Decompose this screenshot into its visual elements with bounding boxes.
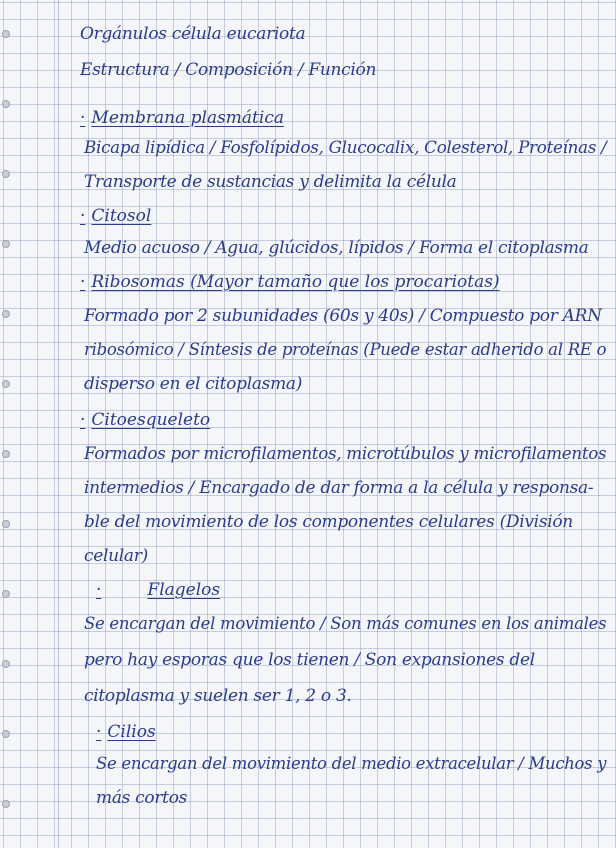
binding-hole	[2, 520, 10, 528]
section-heading-ribosomas	[80, 272, 500, 292]
bullet-dot: ·	[80, 108, 86, 128]
heading-text: Citosol	[91, 206, 152, 226]
bullet-dot: ·	[80, 206, 86, 226]
binding-hole	[2, 310, 10, 318]
section-heading-citoesqueleto	[80, 410, 210, 430]
bullet-dot: ·	[80, 272, 86, 292]
text-line: pero hay esporas que los tienen / Son expansiones del	[84, 650, 535, 670]
binding-hole	[2, 730, 10, 738]
text-line: intermedios / Encargado de dar forma a la célula y responsa-	[84, 478, 594, 498]
binding-hole	[2, 240, 10, 248]
bullet-dot: ·	[96, 580, 102, 600]
text-line: Formado por 2 subunidades (60s y 40s) / Compuesto por ARN	[84, 306, 602, 326]
binding-hole	[2, 380, 10, 388]
heading-text: Ribosomas (Mayor tamaño que los procariotas)	[91, 272, 500, 292]
section-heading-flagelos	[96, 580, 220, 600]
text-line: Transporte de sustancias y delimita la célula	[84, 172, 457, 192]
heading-text: Membrana plasmática	[91, 108, 284, 128]
page-title: Orgánulos célula eucariota	[80, 24, 306, 44]
binding-hole	[2, 450, 10, 458]
heading-text: Flagelos	[147, 580, 221, 600]
text-line: disperso en el citoplasma)	[84, 374, 303, 394]
binding-hole	[2, 170, 10, 178]
text-line: citoplasma y suelen ser 1, 2 o 3.	[84, 686, 352, 706]
heading-text: Cilios	[107, 722, 156, 742]
text-line: Formados por microfilamentos, microtúbulos y microfilamentos	[84, 444, 607, 464]
bullet-dot: ·	[80, 410, 86, 430]
section-heading-membrana	[80, 108, 284, 128]
text-line: ribosómico / Síntesis de proteínas (Puede estar adherido al RE o	[84, 340, 607, 360]
binding-hole	[2, 660, 10, 668]
text-line: Bicapa lipídica / Fosfolípidos, Glucocalix, Colesterol, Proteínas /	[84, 138, 607, 158]
binding-hole	[2, 590, 10, 598]
section-heading-cilios	[96, 722, 156, 742]
heading-text: Citoesqueleto	[91, 410, 211, 430]
binding-hole	[2, 800, 10, 808]
text-line: Se encargan del movimiento / Son más comunes en los animales	[84, 614, 607, 634]
bullet-dot: ·	[96, 722, 102, 742]
text-line: Medio acuoso / Agua, glúcidos, lípidos / Forma el citoplasma	[84, 238, 589, 258]
text-line: celular)	[84, 546, 148, 566]
binding-hole	[2, 30, 10, 38]
text-line: ble del movimiento de los componentes celulares (División	[84, 512, 573, 532]
margin-line	[58, 0, 59, 848]
binding-hole	[2, 100, 10, 108]
spiral-binding	[0, 0, 10, 848]
section-heading-citosol	[80, 206, 151, 226]
text-line: Se encargan del movimiento del medio extracelular / Muchos y	[96, 754, 607, 774]
text-line: más cortos	[96, 788, 188, 808]
page-subtitle: Estructura / Composición / Función	[80, 60, 377, 80]
